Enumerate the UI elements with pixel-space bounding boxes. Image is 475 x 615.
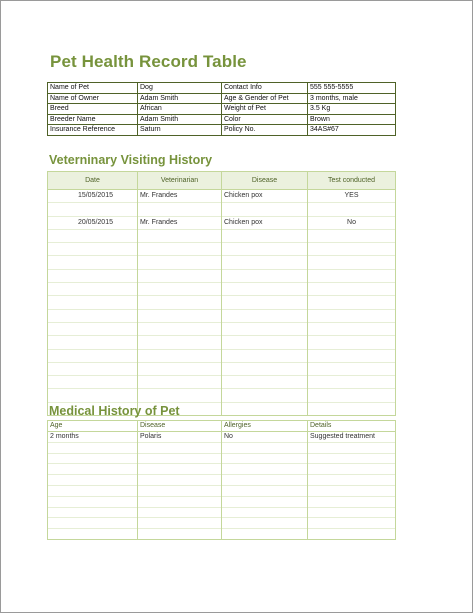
visit-test-conducted (308, 402, 396, 415)
table-row (48, 485, 396, 496)
table-row (48, 432, 396, 443)
visit-disease (222, 389, 308, 402)
medical-details (308, 464, 396, 475)
medical-age (48, 475, 138, 486)
visit-test-conducted (308, 243, 396, 256)
visit-veterinarian (138, 203, 222, 216)
visit-date: 15/05/2015 (48, 190, 138, 203)
page-title: Pet Health Record Table (50, 52, 247, 71)
info-label: Insurance Reference (48, 125, 138, 136)
table-row (48, 229, 396, 242)
visit-date (48, 203, 138, 216)
medical-details (308, 475, 396, 486)
medical-allergies: No (222, 432, 308, 443)
visit-test-conducted: YES (308, 190, 396, 203)
info-label: Policy No. (222, 125, 308, 136)
table-row (48, 464, 396, 475)
visit-date (48, 349, 138, 362)
pet-info-body (48, 83, 396, 136)
table-row (48, 269, 396, 282)
column-header-disease: Disease (138, 421, 222, 432)
medical-allergies (222, 496, 308, 507)
info-label: Breed (48, 104, 138, 115)
visit-disease (222, 402, 308, 415)
visit-veterinarian (138, 349, 222, 362)
visit-disease (222, 376, 308, 389)
medical-allergies (222, 507, 308, 518)
info-value: 3 months, male (308, 93, 396, 104)
medical-age (48, 464, 138, 475)
visit-test-conducted (308, 389, 396, 402)
medical-header-row (48, 421, 396, 432)
info-label: Name of Owner (48, 93, 138, 104)
medical-history-table (47, 420, 396, 540)
visit-veterinarian (138, 336, 222, 349)
column-header-allergies: Allergies (222, 421, 308, 432)
medical-disease (138, 529, 222, 540)
table-row (48, 507, 396, 518)
table-row (48, 190, 396, 203)
medical-allergies (222, 475, 308, 486)
visit-veterinarian (138, 283, 222, 296)
visit-test-conducted (308, 349, 396, 362)
table-row (48, 256, 396, 269)
medical-allergies (222, 518, 308, 529)
visit-test-conducted (308, 283, 396, 296)
medical-age (48, 496, 138, 507)
table-row (48, 475, 396, 486)
visit-veterinarian: Mr. Frandes (138, 190, 222, 203)
visit-veterinarian (138, 296, 222, 309)
visit-disease (222, 283, 308, 296)
info-value: 34AS#67 (308, 125, 396, 136)
info-label: Breeder Name (48, 114, 138, 125)
medical-disease (138, 475, 222, 486)
visit-disease (222, 336, 308, 349)
visit-veterinarian (138, 229, 222, 242)
visit-veterinarian (138, 309, 222, 322)
visit-history-table (47, 171, 396, 416)
medical-details (308, 496, 396, 507)
visit-date (48, 269, 138, 282)
table-row (48, 376, 396, 389)
visit-date: 20/05/2015 (48, 216, 138, 229)
table-row (48, 453, 396, 464)
visit-date (48, 256, 138, 269)
table-row (48, 518, 396, 529)
table-row (48, 322, 396, 335)
visit-date (48, 296, 138, 309)
table-row (48, 496, 396, 507)
medical-disease (138, 507, 222, 518)
column-header-date: Date (48, 172, 138, 190)
info-value: Adam Smith (138, 93, 222, 104)
visit-test-conducted (308, 256, 396, 269)
pet-info-table (47, 82, 396, 136)
visit-history-body (48, 190, 396, 416)
table-row (48, 349, 396, 362)
visit-test-conducted (308, 309, 396, 322)
medical-details (308, 529, 396, 540)
info-label: Color (222, 114, 308, 125)
medical-history-title: Medical History of Pet (49, 404, 180, 418)
visit-test-conducted (308, 322, 396, 335)
visit-date (48, 283, 138, 296)
visit-disease (222, 229, 308, 242)
info-row (48, 104, 396, 115)
visit-veterinarian (138, 362, 222, 375)
medical-allergies (222, 442, 308, 453)
visit-header-row (48, 172, 396, 190)
medical-age (48, 453, 138, 464)
medical-details: Suggested treatment (308, 432, 396, 443)
info-label: Contact Info (222, 83, 308, 94)
info-value: 3.5 Kg (308, 104, 396, 115)
medical-details (308, 507, 396, 518)
visit-date (48, 309, 138, 322)
info-label: Age & Gender of Pet (222, 93, 308, 104)
medical-age (48, 507, 138, 518)
medical-disease (138, 485, 222, 496)
medical-allergies (222, 485, 308, 496)
medical-allergies (222, 464, 308, 475)
visit-veterinarian (138, 269, 222, 282)
visit-test-conducted (308, 336, 396, 349)
visit-veterinarian (138, 256, 222, 269)
info-row (48, 83, 396, 94)
info-value: African (138, 104, 222, 115)
table-row (48, 529, 396, 540)
medical-age (48, 485, 138, 496)
info-value: Saturn (138, 125, 222, 136)
medical-details (308, 518, 396, 529)
table-row (48, 216, 396, 229)
table-row (48, 336, 396, 349)
info-row (48, 114, 396, 125)
visit-disease (222, 296, 308, 309)
table-row (48, 362, 396, 375)
visit-test-conducted (308, 269, 396, 282)
visit-date (48, 322, 138, 335)
visit-veterinarian (138, 376, 222, 389)
medical-details (308, 442, 396, 453)
info-label: Name of Pet (48, 83, 138, 94)
medical-age (48, 518, 138, 529)
visit-veterinarian: Mr. Frandes (138, 216, 222, 229)
visit-date (48, 336, 138, 349)
column-header-details: Details (308, 421, 396, 432)
visit-disease: Chicken pox (222, 216, 308, 229)
medical-history-body (48, 432, 396, 540)
column-header-age: Age (48, 421, 138, 432)
visit-disease (222, 269, 308, 282)
medical-age (48, 529, 138, 540)
info-value: Adam Smith (138, 114, 222, 125)
visit-disease (222, 203, 308, 216)
table-row (48, 243, 396, 256)
medical-disease (138, 453, 222, 464)
column-header-test-conducted: Test conducted (308, 172, 396, 190)
visit-disease (222, 309, 308, 322)
visit-test-conducted (308, 229, 396, 242)
medical-disease (138, 442, 222, 453)
visit-test-conducted: No (308, 216, 396, 229)
column-header-veterinarian: Veterinarian (138, 172, 222, 190)
visit-date (48, 376, 138, 389)
medical-age: 2 months (48, 432, 138, 443)
visit-veterinarian (138, 389, 222, 402)
medical-allergies (222, 529, 308, 540)
medical-details (308, 453, 396, 464)
table-row (48, 389, 396, 402)
medical-disease: Polaris (138, 432, 222, 443)
visit-date (48, 389, 138, 402)
table-row (48, 203, 396, 216)
visit-disease (222, 256, 308, 269)
visit-disease (222, 349, 308, 362)
table-row (48, 442, 396, 453)
table-row (48, 309, 396, 322)
visit-disease: Chicken pox (222, 190, 308, 203)
visit-history-title: Veterninary Visiting History (49, 153, 213, 167)
table-row (48, 296, 396, 309)
medical-disease (138, 496, 222, 507)
visit-disease (222, 243, 308, 256)
visit-disease (222, 362, 308, 375)
visit-test-conducted (308, 203, 396, 216)
info-value: Dog (138, 83, 222, 94)
info-row (48, 93, 396, 104)
info-value: 555 555-5555 (308, 83, 396, 94)
column-header-disease: Disease (222, 172, 308, 190)
medical-age (48, 442, 138, 453)
info-row (48, 125, 396, 136)
medical-allergies (222, 453, 308, 464)
visit-date (48, 229, 138, 242)
visit-date (48, 243, 138, 256)
visit-test-conducted (308, 296, 396, 309)
info-label: Weight of Pet (222, 104, 308, 115)
info-value: Brown (308, 114, 396, 125)
visit-test-conducted (308, 376, 396, 389)
visit-veterinarian (138, 322, 222, 335)
visit-disease (222, 322, 308, 335)
table-row (48, 283, 396, 296)
medical-disease (138, 464, 222, 475)
medical-disease (138, 518, 222, 529)
visit-test-conducted (308, 362, 396, 375)
visit-veterinarian (138, 243, 222, 256)
visit-date (48, 362, 138, 375)
medical-details (308, 485, 396, 496)
